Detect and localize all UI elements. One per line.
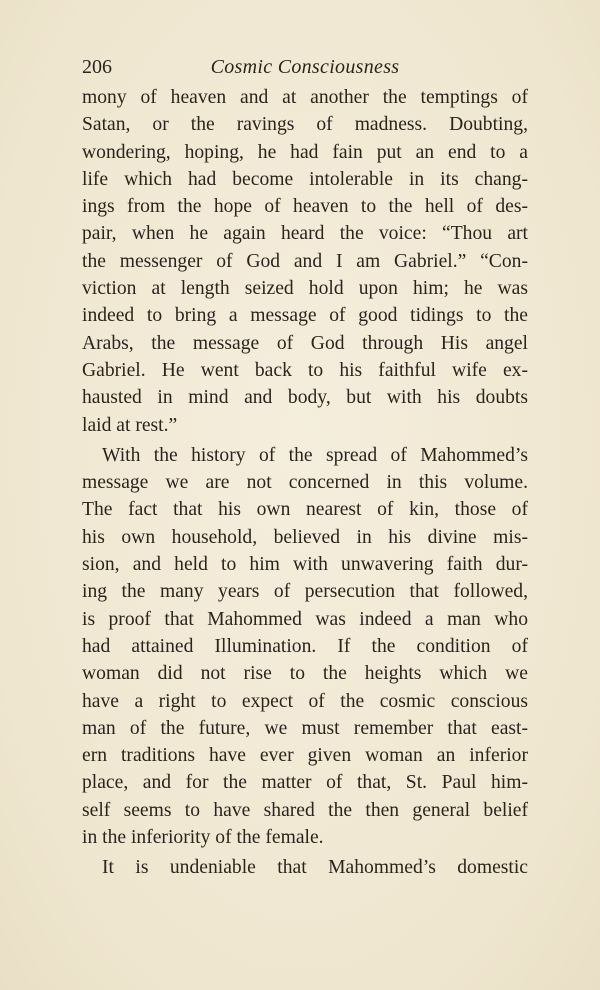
text-line: ern traditions have ever given woman an inferior [82, 745, 528, 767]
text-line: viction at length seized hold upon him; he was [82, 278, 528, 300]
text-line: ing the many years of persecution that followed, [82, 581, 528, 603]
text-line: Arabs, the message of God through His angel [82, 332, 528, 354]
text-line: life which had become intolerable in its chang- [82, 168, 528, 190]
paragraph [82, 442, 528, 851]
page-number: 206 [82, 56, 112, 78]
text-line: have a right to expect of the cosmic conscious [82, 690, 528, 712]
text-line: sion, and held to him with unwavering faith dur- [82, 554, 528, 576]
text-line: hausted in mind and body, but with his doubts [82, 387, 528, 409]
text-line: With the history of the spread of Mahommed’s [102, 444, 528, 466]
running-title: Cosmic Consciousness [210, 56, 400, 78]
text-line: ings from the hope of heaven to the hell of des- [82, 196, 528, 218]
text-line: man of the future, we must remember that east- [82, 717, 528, 739]
text-line: his own household, believed in his divine mis- [82, 526, 528, 548]
paragraph [82, 854, 528, 881]
page-header [82, 56, 528, 84]
text-line: woman did not rise to the heights which we [82, 663, 528, 685]
text-line: had attained Illumination. If the condition of [82, 635, 528, 657]
body-text [82, 84, 528, 885]
text-line: self seems to have shared the then general belief [82, 799, 528, 821]
text-line: message we are not concerned in this volume. [82, 472, 528, 494]
paragraph [82, 84, 528, 439]
text-line: is proof that Mahommed was indeed a man who [82, 608, 528, 630]
text-line: The fact that his own nearest of kin, those of [82, 499, 528, 521]
text-line: laid at rest.” [82, 414, 178, 436]
text-line: indeed to bring a message of good tidings to the [82, 305, 528, 327]
text-line: place, and for the matter of that, St. Paul him- [82, 772, 528, 794]
text-line: Gabriel. He went back to his faithful wife ex- [82, 359, 528, 381]
text-line: mony of heaven and at another the temptings of [82, 87, 528, 108]
text-line: pair, when he again heard the voice: “Thou art [82, 223, 528, 245]
text-line: the messenger of God and I am Gabriel.” “Con- [82, 250, 528, 272]
text-line: It is undeniable that Mahommed’s domestic [102, 857, 528, 879]
text-line: Satan, or the ravings of madness. Doubting, [82, 114, 528, 136]
text-line: in the inferiority of the female. [82, 827, 324, 849]
text-line: wondering, hoping, he had fain put an end to a [82, 141, 528, 163]
